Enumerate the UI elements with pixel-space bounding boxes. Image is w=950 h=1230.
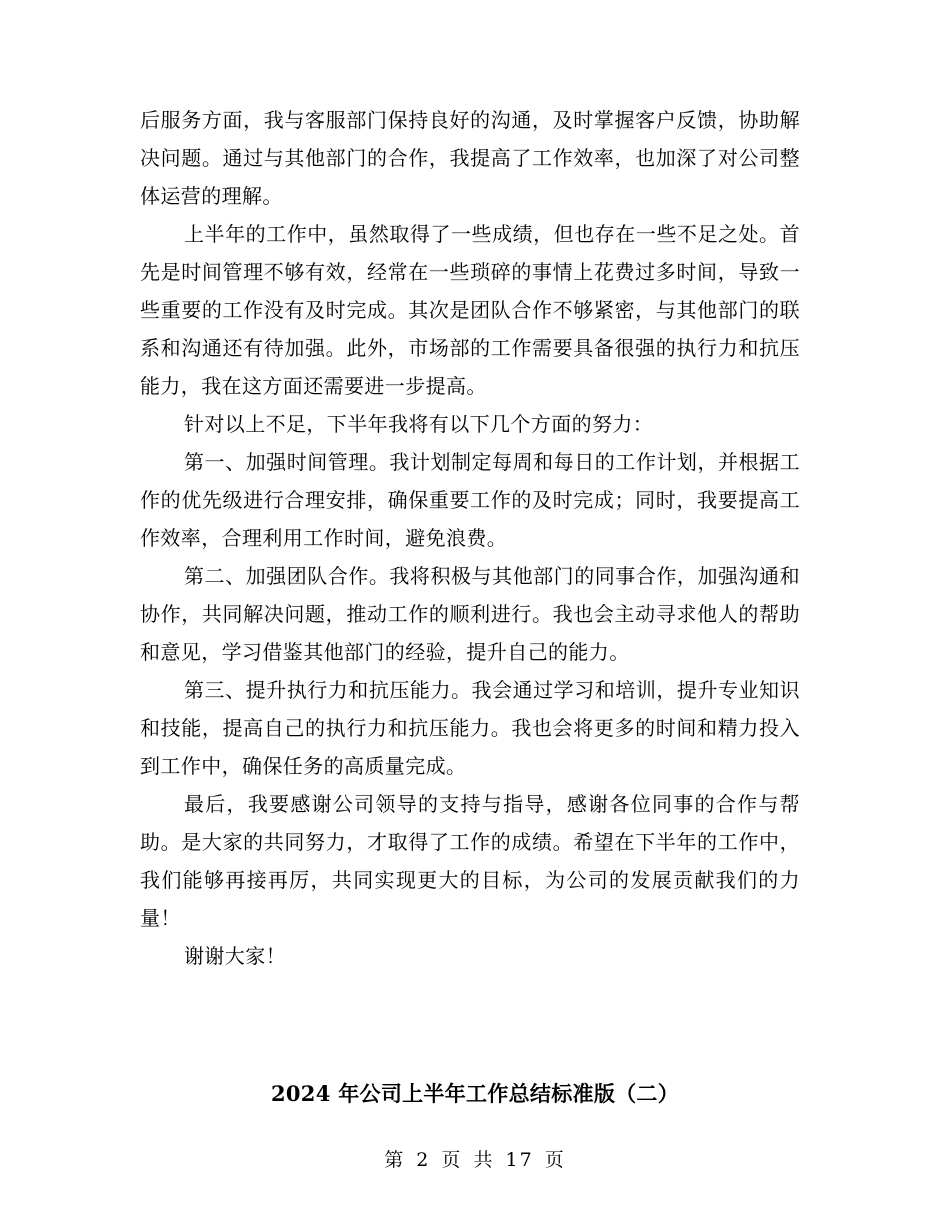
paragraph-continuation: 后服务方面，我与客服部门保持良好的沟通，及时掌握客户反馈，协助解决问题。通过与其他部门的合作，我提高了工作效率，也加深了对公司整体运营的理解。 xyxy=(140,108,800,208)
document-body xyxy=(140,101,800,975)
section-title: 2024 年公司上半年工作总结标准版（二） xyxy=(270,1081,680,1106)
paragraph-closing: 谢谢大家！ xyxy=(184,944,286,968)
paragraph-plan-intro: 针对以上不足，下半年我将有以下几个方面的努力： xyxy=(184,412,654,436)
paragraph-shortcomings: 上半年的工作中，虽然取得了一些成绩，但也存在一些不足之处。首先是时间管理不够有效，经常在一些琐碎的事情上花费过多时间，导致一些重要的工作没有及时完成。其次是团队合作不够紧密，与其他部门的联系和沟通还有待加强。此外，市场部的工作需要具备很强的执行力和抗压能力，我在这方面还需要进一步提高。 xyxy=(140,222,800,398)
page-footer: 第 2 页 共 17 页 xyxy=(384,1149,566,1171)
paragraph-teamwork: 第二、加强团队合作。我将积极与其他部门的同事合作，加强沟通和协作，共同解决问题，推动工作的顺利进行。我也会主动寻求他人的帮助和意见，学习借鉴其他部门的经验，提升自己的能力。 xyxy=(140,564,800,664)
paragraph-execution: 第三、提升执行力和抗压能力。我会通过学习和培训，提升专业知识和技能，提高自己的执行力和抗压能力。我也会将更多的时间和精力投入到工作中，确保任务的高质量完成。 xyxy=(140,678,800,778)
paragraph-time-management: 第一、加强时间管理。我计划制定每周和每日的工作计划，并根据工作的优先级进行合理安排，确保重要工作的及时完成；同时，我要提高工作效率，合理利用工作时间，避免浪费。 xyxy=(140,450,800,550)
paragraph-thanks: 最后，我要感谢公司领导的支持与指导，感谢各位同事的合作与帮助。是大家的共同努力，才取得了工作的成绩。希望在下半年的工作中，我们能够再接再厉，共同实现更大的目标，为公司的发展贡献我们的力量！ xyxy=(140,792,800,930)
